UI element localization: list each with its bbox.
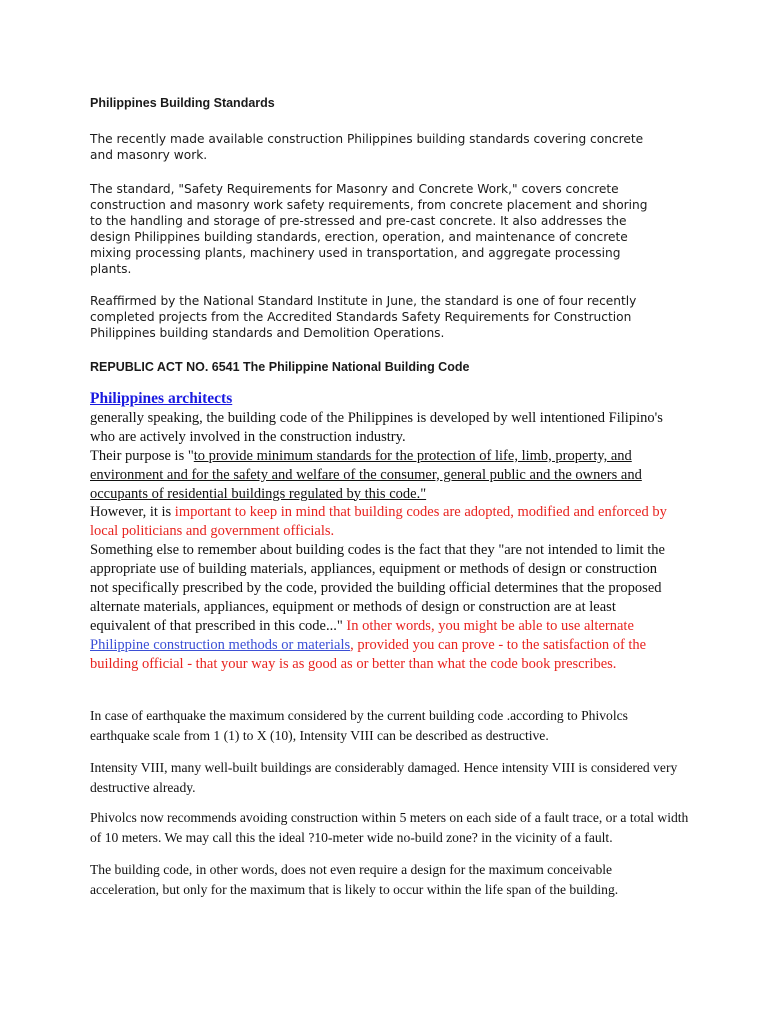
standard-paragraph: The standard, "Safety Requirements for Masonry and Concrete Work," covers concrete construction and masonry work safety requirements, from concrete placement and shoring to the handling and storage of pre-stressed and pre-cast concrete. It also addresses the design Philippines building standards, erection, operation, and maintenance of concrete mixing processing plants, machinery used in transportation, and aggregate processing plants. [90, 182, 648, 276]
purpose-prefix: Their purpose is " [90, 447, 194, 464]
purpose-quote: to provide minimum standards for the protection of life, limb, property, and environment and for the safety and welfare of the consumer, general public and the owners and occupants of residential buildings regulated by this code." [90, 447, 642, 502]
page-title: Philippines Building Standards [90, 96, 275, 110]
earthquake-paragraph: In case of earthquake the maximum considered by the current building code .according to Phivolcs earthquake scale from 1 (1) to X (10), Intensity VIII can be described as destructive. [90, 708, 628, 743]
reaffirmed-paragraph: Reaffirmed by the National Standard Institute in June, the standard is one of four recently completed projects from the Accredited Standards Safety Requirements for Construction Philippines building standards and Demolition Operations. [90, 294, 637, 340]
philippines-architects-link[interactable]: Philippines architects [90, 390, 233, 407]
phivolcs-paragraph: Phivolcs now recommends avoiding construction within 5 meters on each side of a fault trace, or a total width of 10 meters. We may call this the ideal ?10-meter wide no-build zone? in the vicinity of a fault. [90, 810, 689, 845]
intro-paragraph: The recently made available construction Philippines building standards covering concrete and masonry work. [90, 132, 644, 162]
provided-highlight: , provided you can prove - to the satisfaction of the building official - that your way is as good as or better than what the code book prescribes. [90, 636, 647, 672]
intensity-paragraph: Intensity VIII, many well-built buildings are considerably damaged. Hence intensity VIII is considered very destructive already. [90, 760, 678, 795]
however-prefix: However, it is [90, 504, 175, 521]
generally-text: generally speaking, the building code of the Philippines is developed by well intentioned Filipino's who are actively involved in the construction industry. [90, 409, 663, 445]
however-highlight: important to keep in mind that building codes are adopted, modified and enforced by local politicians and government officials. [90, 504, 667, 540]
building-code-section [90, 390, 675, 674]
something-else-text: Something else to remember about building codes is the fact that they "are not intended to limit the appropriate use of building materials, appliances, equipment or methods of design or construction not specifically prescribed by the code, provided the building official determines that the proposed alternate materials, appliances, equipment or methods of design or construction are at least equivalent of that prescribed in this code..." [90, 542, 665, 634]
building-code-paragraph: The building code, in other words, does not even require a design for the maximum conceivable acceleration, but only for the maximum that is likely to occur within the life span of the building. [90, 862, 619, 897]
construction-methods-link[interactable]: Philippine construction methods or materials [90, 636, 351, 653]
republic-act-heading: REPUBLIC ACT NO. 6541 The Philippine National Building Code [90, 360, 470, 374]
other-words-highlight: In other words, you might be able to use alternate [342, 617, 634, 634]
